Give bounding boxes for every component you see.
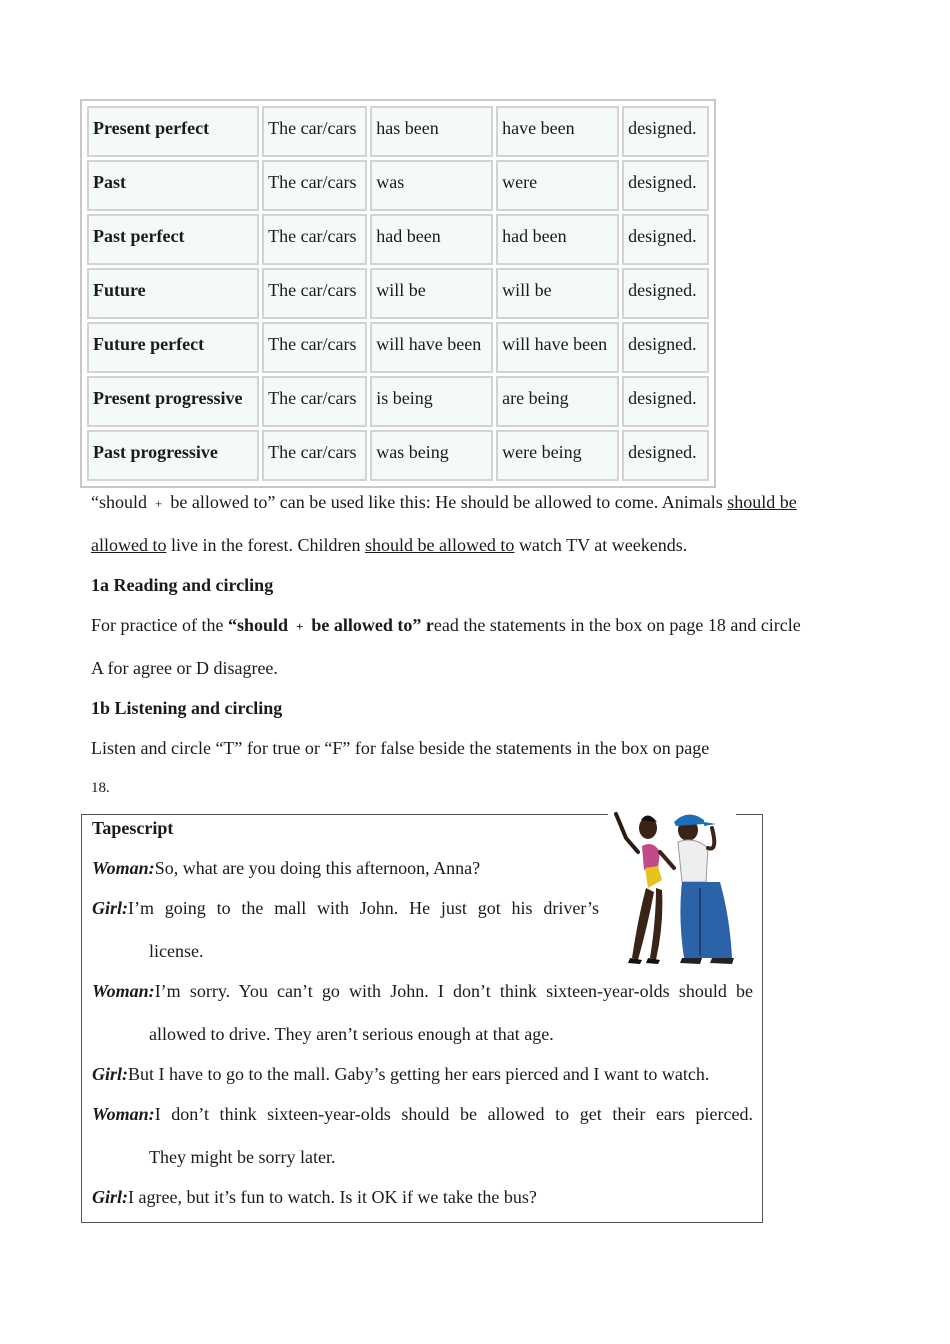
- speaker-label: Woman:: [92, 858, 155, 878]
- plural-verb-cell: had been: [496, 214, 619, 265]
- plus-sign: +: [296, 619, 304, 634]
- participle-cell: designed.: [622, 376, 709, 427]
- instruction-1a-line-1: [91, 615, 801, 636]
- plural-verb-cell: have been: [496, 106, 619, 157]
- dialogue-line: [92, 1187, 537, 1208]
- dialogue-text: I’m sorry. You can’t go with John. I don’t think sixteen-year-olds should be: [154, 981, 753, 1001]
- usage-text: “should: [91, 492, 147, 512]
- subject-cell: The car/cars: [262, 376, 367, 427]
- dialogue-text: I’m going to the mall with John. He just got his driver’s: [128, 898, 599, 918]
- dialogue-continuation: allowed to drive. They aren’t serious enough at that age.: [149, 1024, 554, 1044]
- table-row: [87, 430, 709, 481]
- participle-cell: designed.: [622, 430, 709, 481]
- tense-cell: Future: [87, 268, 259, 319]
- dialogue-text: So, what are you doing this afternoon, Anna?: [154, 858, 481, 878]
- tense-cell: Present perfect: [87, 106, 259, 157]
- plural-verb-cell: will have been: [496, 322, 619, 373]
- underlined-phrase: should be allowed to: [364, 535, 515, 555]
- subject-cell: The car/cars: [262, 106, 367, 157]
- dialogue-text: I agree, but it’s fun to watch. Is it OK if we take the bus?: [128, 1187, 537, 1207]
- instruction-text: ead the statements in the box on page 18 and circle: [433, 615, 801, 635]
- speaker-label: Girl:: [92, 1187, 128, 1207]
- bold-phrase: “should: [227, 615, 288, 635]
- dialogue-continuation: They might be sorry later.: [149, 1147, 336, 1167]
- usage-text: watch TV at weekends.: [518, 535, 688, 555]
- tense-cell: Future perfect: [87, 322, 259, 373]
- singular-verb-cell: will have been: [370, 322, 493, 373]
- singular-verb-cell: had been: [370, 214, 493, 265]
- heading-1b: 1b Listening and circling: [91, 698, 283, 718]
- singular-verb-cell: is being: [370, 376, 493, 427]
- subject-cell: The car/cars: [262, 214, 367, 265]
- underlined-phrase: should be: [727, 492, 797, 512]
- subject-cell: The car/cars: [262, 322, 367, 373]
- plural-verb-cell: will be: [496, 268, 619, 319]
- usage-line-1: [91, 492, 797, 513]
- dialogue-line: [92, 1104, 753, 1125]
- tense-cell: Present progressive: [87, 376, 259, 427]
- speaker-label: Woman:: [92, 981, 155, 1001]
- singular-verb-cell: will be: [370, 268, 493, 319]
- plural-verb-cell: are being: [496, 376, 619, 427]
- underlined-phrase: allowed to: [91, 535, 167, 555]
- dialogue-continuation: license.: [149, 941, 204, 961]
- dialogue-line: [92, 1064, 709, 1085]
- dialogue-text: I don’t think sixteen-year-olds should be allowed to get their ears pierced.: [154, 1104, 753, 1124]
- speaker-label: Girl:: [92, 898, 128, 918]
- tense-table-body: [87, 106, 709, 481]
- participle-cell: designed.: [622, 268, 709, 319]
- speaker-label: Girl:: [92, 1064, 128, 1084]
- plus-sign: +: [155, 496, 163, 511]
- dialogue-text: But I have to go to the mall. Gaby’s getting her ears pierced and I want to watch.: [128, 1064, 710, 1084]
- speaker-label: Woman:: [92, 1104, 155, 1124]
- singular-verb-cell: was: [370, 160, 493, 211]
- tense-table: [80, 99, 716, 488]
- dialogue-line: [92, 898, 599, 919]
- usage-text: live in the forest. Children: [170, 535, 361, 555]
- tense-cell: Past perfect: [87, 214, 259, 265]
- dialogue-line: [92, 858, 480, 879]
- heading-1a: 1a Reading and circling: [91, 575, 274, 595]
- table-row: [87, 376, 709, 427]
- subject-cell: The car/cars: [262, 430, 367, 481]
- tense-cell: Past progressive: [87, 430, 259, 481]
- participle-cell: designed.: [622, 106, 709, 157]
- plural-verb-cell: were: [496, 160, 619, 211]
- usage-line-2: [91, 535, 687, 556]
- instruction-1b-line-1: Listen and circle “T” for true or “F” for false beside the statements in the box on page: [91, 738, 710, 758]
- subject-cell: The car/cars: [262, 268, 367, 319]
- table-row: [87, 106, 709, 157]
- participle-cell: designed.: [622, 322, 709, 373]
- instruction-text: For practice of the: [91, 615, 224, 635]
- instruction-1a-line-2: A for agree or D disagree.: [91, 658, 278, 678]
- table-row: [87, 268, 709, 319]
- dialogue-line: [92, 981, 753, 1002]
- usage-text: be allowed to” can be used like this: He should be allowed to come. Animals: [170, 492, 723, 512]
- participle-cell: designed.: [622, 214, 709, 265]
- instruction-1b-line-2: 18.: [91, 780, 110, 796]
- dancing-couple-illustration: [608, 808, 736, 966]
- subject-cell: The car/cars: [262, 160, 367, 211]
- table-row: [87, 322, 709, 373]
- participle-cell: designed.: [622, 160, 709, 211]
- tense-cell: Past: [87, 160, 259, 211]
- table-row: [87, 214, 709, 265]
- plural-verb-cell: were being: [496, 430, 619, 481]
- dancers-svg: [608, 808, 736, 966]
- singular-verb-cell: was being: [370, 430, 493, 481]
- singular-verb-cell: has been: [370, 106, 493, 157]
- bold-phrase: be allowed to” r: [311, 615, 434, 635]
- tapescript-title: Tapescript: [92, 818, 174, 838]
- table-row: [87, 160, 709, 211]
